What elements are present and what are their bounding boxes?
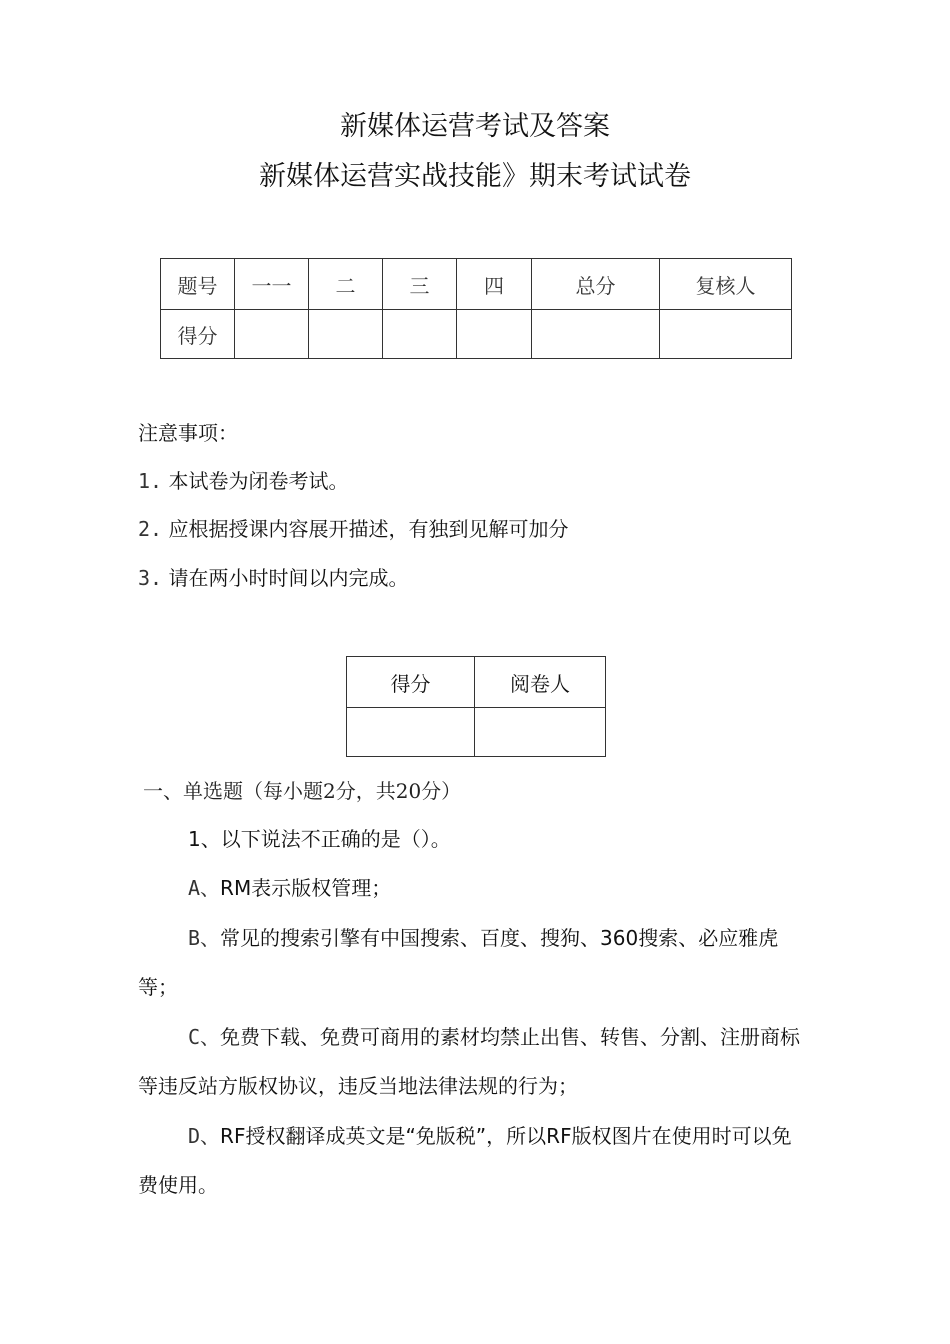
grader-table-entry-row (347, 708, 606, 757)
score-header-part-2: 二 (309, 259, 383, 310)
option-c[interactable] (138, 1013, 810, 1111)
score-table-header-row (161, 259, 792, 310)
notes-heading: 注意事项： (138, 421, 238, 445)
option-letter: C、 (188, 1025, 221, 1049)
score-cell-part-3[interactable] (383, 310, 457, 359)
note-text: 请在两小时时间以内完成。 (168, 566, 409, 590)
option-letter: A、 (188, 876, 221, 900)
option-text: RF授权翻译成英文是“免版税”，所以RF版权图片在使用时可以免费使用。 (138, 1124, 792, 1197)
option-letter: D、 (188, 1124, 221, 1148)
score-cell-total[interactable] (532, 310, 660, 359)
score-table-score-row (161, 310, 792, 359)
score-header-part-1: 一一 (235, 259, 309, 310)
note-number: 2. (138, 517, 163, 541)
note-item (138, 515, 568, 543)
score-cell-part-2[interactable] (309, 310, 383, 359)
note-item (138, 564, 408, 592)
option-text: RM表示版权管理； (220, 876, 392, 900)
note-text: 本试卷为闭卷考试。 (168, 469, 349, 493)
question-stem: 1、以下说法不正确的是（）。 (188, 827, 451, 851)
section-heading: 一、单选题（每小题2分，共20分） (143, 779, 462, 803)
grader-table-header-row (347, 657, 606, 708)
score-cell-reviewer[interactable] (660, 310, 792, 359)
grader-cell-score[interactable] (347, 708, 475, 757)
option-b[interactable] (138, 914, 810, 1012)
grader-cell-grader[interactable] (475, 708, 606, 757)
grader-table (346, 656, 606, 757)
document-title: 新媒体运营考试及答案 (340, 111, 610, 142)
grader-header-score: 得分 (347, 657, 475, 708)
score-table (160, 258, 792, 359)
score-cell-part-1[interactable] (235, 310, 309, 359)
score-header-reviewer: 复核人 (660, 259, 792, 310)
note-item (138, 467, 348, 495)
option-letter: B、 (188, 926, 221, 950)
score-header-total: 总分 (532, 259, 660, 310)
score-row-label: 得分 (161, 310, 235, 359)
option-a[interactable] (138, 864, 810, 913)
score-header-question-no: 题号 (161, 259, 235, 310)
option-text: 免费下载、免费可商用的素材均禁止出售、转售、分割、注册商标等违反站方版权协议，违反当地法律法规的行为； (138, 1025, 801, 1098)
grader-header-grader: 阅卷人 (475, 657, 606, 708)
note-text: 应根据授课内容展开描述，有独到见解可加分 (168, 517, 569, 541)
option-text: 常见的搜索引擎有中国搜索、百度、搜狗、360搜索、必应雅虎等； (138, 926, 779, 999)
note-number: 3. (138, 566, 163, 590)
document-subtitle: 新媒体运营实战技能》期末考试试卷 (259, 161, 691, 192)
option-d[interactable] (138, 1112, 810, 1210)
note-number: 1. (138, 469, 163, 493)
score-cell-part-4[interactable] (457, 310, 532, 359)
score-header-part-4: 四 (457, 259, 532, 310)
score-header-part-3: 三 (383, 259, 457, 310)
